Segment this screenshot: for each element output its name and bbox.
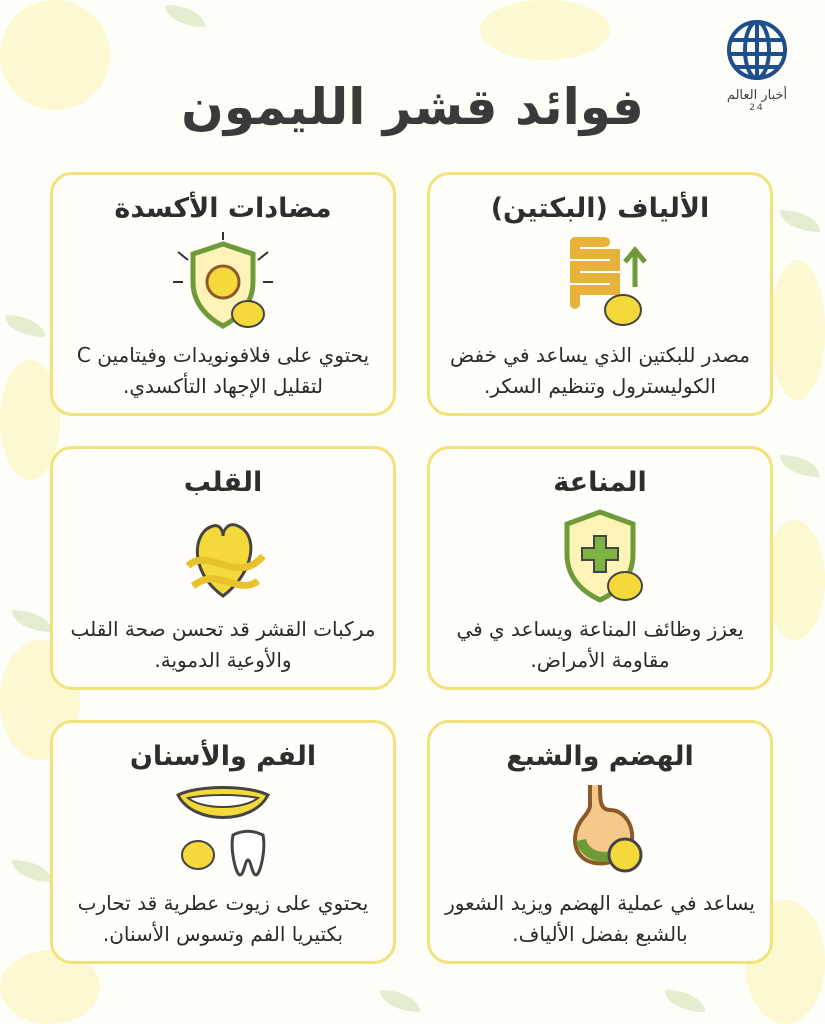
shield-cross-icon xyxy=(545,506,655,606)
leaf-decoration xyxy=(780,210,820,232)
leaf-decoration xyxy=(165,5,205,27)
benefit-card-fiber xyxy=(427,172,773,416)
leaf-decoration xyxy=(780,455,820,477)
benefit-card-digestion xyxy=(427,720,773,964)
card-title: الهضم والشبع xyxy=(506,741,694,772)
card-text: يعزز وظائف المناعة ويساعد ي في مقاومة الأمراض. xyxy=(456,617,744,672)
logo-number: 24 xyxy=(749,103,765,113)
benefit-card-mouth xyxy=(50,720,396,964)
shield-lemon-icon xyxy=(168,232,278,332)
leaf-decoration xyxy=(665,990,705,1012)
leaf-decoration xyxy=(5,315,45,337)
benefit-card-heart xyxy=(50,446,396,690)
stomach-icon xyxy=(545,780,655,880)
mouth-tooth-icon xyxy=(168,780,278,880)
leaf-decoration xyxy=(12,860,52,882)
benefit-card-antioxidants xyxy=(50,172,396,416)
card-text: مصدر للبكتين الذي يساعد في خفض الكوليسترول وتنظيم السكر. xyxy=(449,343,751,398)
card-title: الفم والأسنان xyxy=(129,741,317,772)
card-title: الألياف (البكتين) xyxy=(490,193,710,224)
leaf-decoration xyxy=(380,990,420,1012)
page-title: فوائد قشر الليمون xyxy=(181,78,644,136)
lemon-decoration xyxy=(480,0,610,60)
card-text: يحتوي على زيوت عطرية قد تحارب بكتيريا الفم وتسوس الأسنان. xyxy=(77,891,369,946)
globe-icon xyxy=(725,18,789,82)
intestine-arrow-icon xyxy=(545,232,655,332)
heart-peel-icon xyxy=(168,506,278,606)
card-title: المناعة xyxy=(553,467,647,498)
lemon-decoration xyxy=(770,260,825,400)
benefit-card-immunity xyxy=(427,446,773,690)
leaf-decoration xyxy=(12,610,52,632)
card-text: مركبات القشر قد تحسن صحة القلب والأوعية الدموية. xyxy=(70,617,376,672)
card-title: مضادات الأكسدة xyxy=(114,193,332,224)
logo-name: أخبار العالم xyxy=(726,88,788,103)
card-text: يساعد في عملية الهضم ويزيد الشعور بالشبع بفضل الألياف. xyxy=(445,891,755,946)
lemon-decoration xyxy=(765,520,825,640)
card-title: القلب xyxy=(183,467,263,498)
card-text: يحتوي على فلافونويدات وفيتامين C لتقليل الإجهاد التأكسدي. xyxy=(76,343,370,398)
